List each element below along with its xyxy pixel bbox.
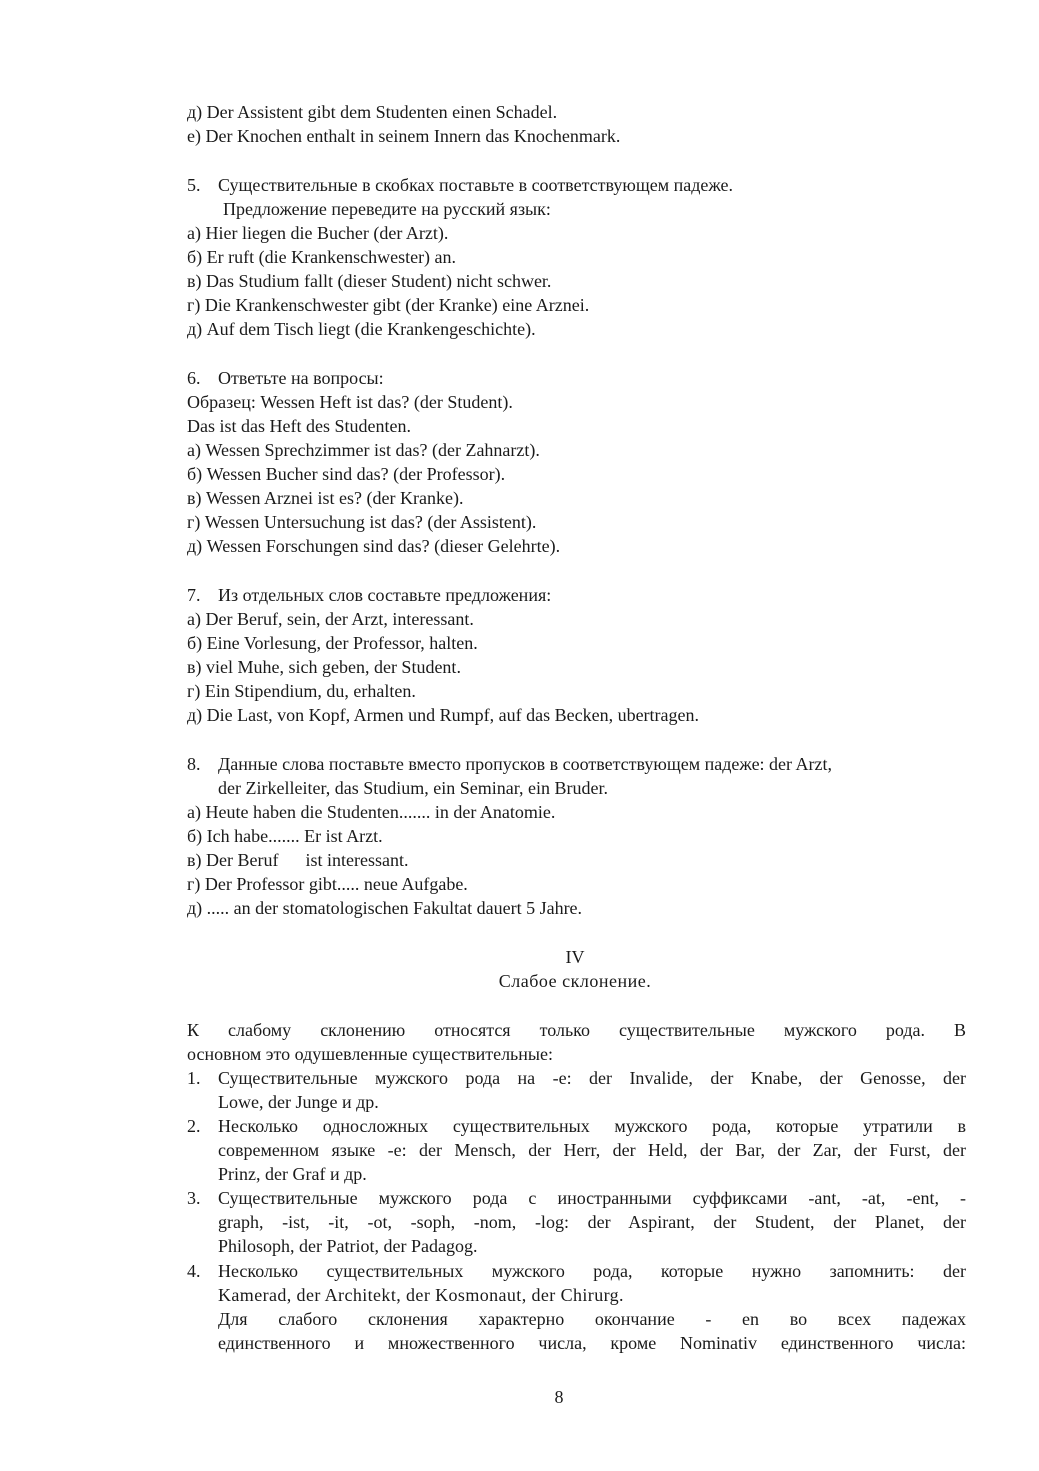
exercise-item: б) Wessen Bucher sind das? (der Professor).: [187, 464, 506, 484]
exercise-item: г) Ein Stipendium, du, erhalten.: [187, 681, 416, 701]
exercise-6-sample: Образец: Wessen Heft ist das? (der Student).: [187, 392, 513, 412]
intro-line: основном это одушевленные существительные:: [187, 1044, 553, 1064]
exercise-item: а) Heute haben die Studenten....... in der Anatomie.: [187, 802, 556, 822]
rule-line: Lowe, der Junge и др.: [218, 1092, 379, 1112]
exercise-item: д) Auf dem Tisch liegt (die Krankengeschichte).: [187, 319, 536, 339]
exercise-item: в) viel Muhe, sich geben, der Student.: [187, 657, 461, 677]
exercise-8-number: 8.: [187, 754, 201, 774]
exercise-item: г) Der Professor gibt..... neue Aufgabe.: [187, 874, 468, 894]
rule-line: Несколько существительных мужского рода, которые нужно запомнить: der: [218, 1261, 966, 1281]
rule-3-number: 3.: [187, 1188, 201, 1208]
rule-line: Существительные мужского рода на -е: der Invalide, der Knabe, der Genosse, der: [218, 1068, 966, 1088]
exercise-8-title: Данные слова поставьте вместо пропусков в соответствующем падеже: der Arzt,: [218, 754, 833, 774]
section-roman-numeral: IV: [565, 947, 585, 967]
exercise-item: д) Der Assistent gibt dem Studenten einen Schadel.: [187, 102, 558, 122]
rule-line: graph, -ist, -it, -ot, -soph, -nom, -log: der Aspirant, der Student, der Planet, der: [218, 1212, 966, 1232]
exercise-item: б) Eine Vorlesung, der Professor, halten.: [187, 633, 478, 653]
exercise-item: д) Wessen Forschungen sind das? (dieser Gelehrte).: [187, 536, 561, 556]
rule-line: Philosoph, der Patriot, der Padagog.: [218, 1236, 478, 1256]
exercise-6-sample-answer: Das ist das Heft des Studenten.: [187, 416, 411, 436]
rule-line: современном языке -е: der Mensch, der Herr, der Held, der Bar, der Zar, der Furst, der: [218, 1140, 966, 1160]
exercise-5-title: Существительные в скобках поставьте в соответствующем падеже.: [218, 175, 734, 195]
exercise-item: в) Das Studium fallt (dieser Student) nicht schwer.: [187, 271, 552, 291]
exercise-item: а) Wessen Sprechzimmer ist das? (der Zahnarzt).: [187, 440, 540, 460]
exercise-item: д) Die Last, von Kopf, Armen und Rumpf, auf das Becken, ubertragen.: [187, 705, 700, 725]
exercise-item: б) Er ruft (die Krankenschwester) an.: [187, 247, 457, 267]
exercise-item: г) Wessen Untersuchung ist das? (der Assistent).: [187, 512, 537, 532]
section-heading: Слабое склонение.: [498, 971, 652, 991]
exercise-item: е) Der Knochen enthalt in seinem Innern das Knochenmark.: [187, 126, 621, 146]
intro-line: К слабому склонению относятся только существительные мужского рода. В: [187, 1020, 966, 1040]
exercise-6-number: 6.: [187, 368, 201, 388]
rule-line: единственного и множественного числа, кроме Nominativ единственного числа:: [218, 1333, 966, 1353]
exercise-5-number: 5.: [187, 175, 201, 195]
rule-line: Kamerad, der Architekt, der Kosmonaut, der Chirurg.: [218, 1285, 624, 1305]
exercise-item: г) Die Krankenschwester gibt (der Kranke) eine Arznei.: [187, 295, 590, 315]
exercise-item: в) Wessen Arznei ist es? (der Kranke).: [187, 488, 464, 508]
exercise-5-subtitle: Предложение переведите на русский язык:: [223, 199, 551, 219]
exercise-7-title: Из отдельных слов составьте предложения:: [218, 585, 552, 605]
rule-line: Несколько односложных существительных мужского рода, которые утратили в: [218, 1116, 966, 1136]
exercise-item: а) Der Beruf, sein, der Arzt, interessant.: [187, 609, 474, 629]
rule-line: Существительные мужского рода с иностранными суффиксами -ant, -at, -ent, -: [218, 1188, 966, 1208]
rule-2-number: 2.: [187, 1116, 201, 1136]
page-number: 8: [554, 1387, 564, 1407]
rule-1-number: 1.: [187, 1068, 201, 1088]
exercise-6-title: Ответьте на вопросы:: [218, 368, 384, 388]
exercise-item: в) Der Beruf ist interessant.: [187, 850, 409, 870]
exercise-8-title-cont: der Zirkelleiter, das Studium, ein Seminar, ein Bruder.: [218, 778, 608, 798]
exercise-item: д) ..... an der stomatologischen Fakultat dauert 5 Jahre.: [187, 898, 583, 918]
rule-4-number: 4.: [187, 1261, 201, 1281]
rule-line: Prinz, der Graf и др.: [218, 1164, 367, 1184]
rule-line: Для слабого склонения характерно окончание - en во всех падежах: [218, 1309, 966, 1329]
exercise-item: а) Hier liegen die Bucher (der Arzt).: [187, 223, 449, 243]
exercise-7-number: 7.: [187, 585, 201, 605]
exercise-item: б) Ich habe....... Er ist Arzt.: [187, 826, 383, 846]
